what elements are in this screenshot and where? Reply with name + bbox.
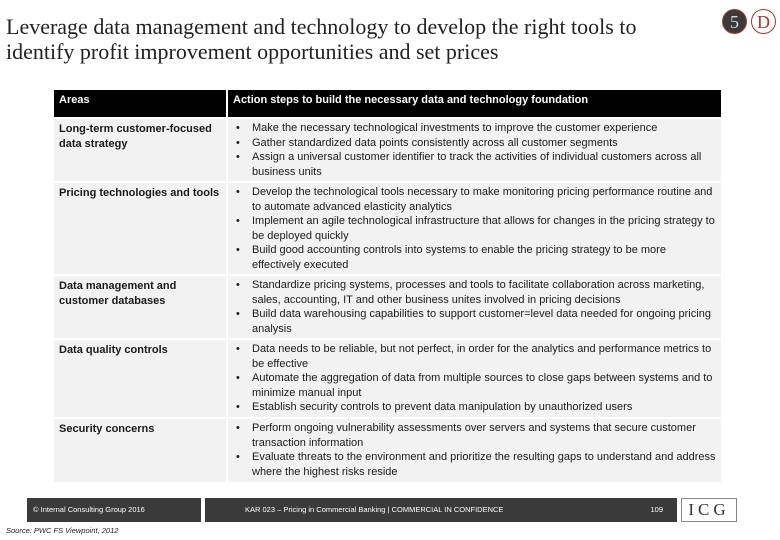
- action-steps-table: [54, 90, 721, 482]
- step-item: • Assign a universal customer identifier to track the activities of individual customers across all business units: [233, 150, 716, 179]
- page-number: 109: [650, 505, 663, 514]
- steps-cell: [228, 119, 721, 181]
- table-row: [54, 276, 721, 338]
- step-item: • Automate the aggregation of data from multiple sources to close gaps between systems and to minimize manual input: [233, 371, 716, 400]
- header-action-steps: Action steps to build the necessary data and technology foundation: [228, 90, 721, 117]
- step-item: • Data needs to be reliable, but not perfect, in order for the analytics and performance metrics to be effective: [233, 342, 716, 371]
- steps-cell: [228, 419, 721, 482]
- footer-bar: [205, 498, 677, 522]
- table-row: [54, 419, 721, 482]
- table-row: [54, 340, 721, 417]
- step-item: • Develop the technological tools necessary to make monitoring pricing performance routine and to automate advanced elasticity analytics: [233, 185, 716, 214]
- area-cell: Long-term customer-focused data strategy: [54, 119, 226, 181]
- icg-logo: ICG: [681, 498, 737, 522]
- header-areas: Areas: [54, 90, 226, 117]
- footer-copyright: © Internal Consulting Group 2016: [27, 498, 201, 522]
- area-cell: Data quality controls: [54, 340, 226, 417]
- table-header-row: [54, 90, 721, 117]
- step-item: • Standardize pricing systems, processes and tools to facilitate collaboration across marketing, sales, accounting, IT and other business unites involved in pricing decisions: [233, 278, 716, 307]
- step-item: • Gather standardized data points consistently across all customer segments: [233, 136, 716, 151]
- slide-title: Leverage data management and technology to develop the right tools to identify profit improvement opportunities and set prices: [6, 14, 637, 64]
- step-item: • Perform ongoing vulnerability assessments over servers and systems that secure customer transaction information: [233, 421, 716, 450]
- step-item: • Build data warehousing capabilities to support customer=level data needed for ongoing pricing analysis: [233, 307, 716, 336]
- slide-footer: [0, 498, 780, 522]
- table-row: [54, 183, 721, 274]
- area-cell: Data management and customer databases: [54, 276, 226, 338]
- area-cell: Security concerns: [54, 419, 226, 482]
- section-letter-badge: D: [751, 9, 776, 34]
- step-item: • Implement an agile technological infrastructure that allows for changes in the pricing strategy to be deployed quickly: [233, 214, 716, 243]
- footer-confidential: KAR 023 – Pricing in Commercial Banking | COMMERCIAL IN CONFIDENCE: [245, 505, 504, 514]
- step-item: • Establish security controls to prevent data manipulation by unauthorized users: [233, 400, 716, 415]
- table-row: [54, 119, 721, 181]
- step-item: • Evaluate threats to the environment and prioritize the resulting gaps to understand and address where the highest risks reside: [233, 450, 716, 479]
- steps-cell: [228, 340, 721, 417]
- section-number-badge: 5: [722, 9, 747, 34]
- source-note: Source: PWC FS Viewpoint, 2012: [6, 526, 119, 535]
- steps-cell: [228, 183, 721, 274]
- step-item: • Make the necessary technological investments to improve the customer experience: [233, 121, 716, 136]
- steps-cell: [228, 276, 721, 338]
- area-cell: Pricing technologies and tools: [54, 183, 226, 274]
- step-item: • Build good accounting controls into systems to enable the pricing strategy to be more effectively executed: [233, 243, 716, 272]
